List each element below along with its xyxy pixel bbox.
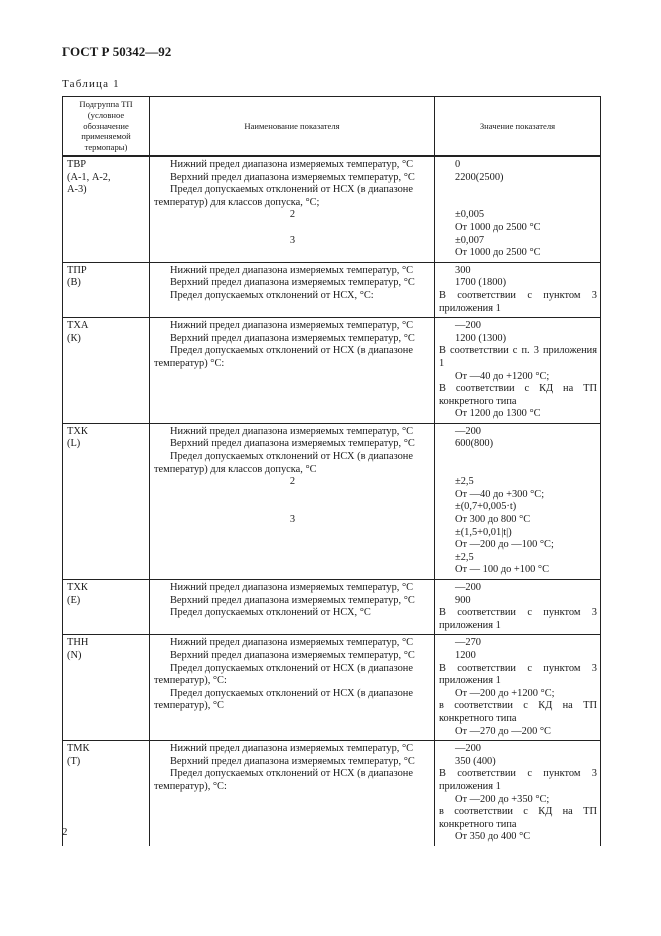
spacer xyxy=(154,222,431,235)
group-label-line: ТХК xyxy=(67,582,88,593)
parameter-value-line: От 1200 до 1300 °С xyxy=(455,408,541,420)
group-label-line: (Е) xyxy=(67,594,81,606)
group-label-line: ТХА xyxy=(67,320,89,332)
parameter-value-line: В соответствии с пунктом 3 приложения 1 xyxy=(439,662,597,687)
cell-parameter-name xyxy=(150,262,435,317)
column-header-value: Значение показателя xyxy=(435,97,601,157)
parameter-value-line: В соответствии с пунктом 3 приложения 1 xyxy=(439,289,597,314)
group-label-line: А-3) xyxy=(67,184,87,196)
page-number: 2 xyxy=(62,826,68,838)
group-label-line: (В) xyxy=(67,277,81,289)
cell-group xyxy=(63,635,150,741)
table-row xyxy=(63,318,601,424)
parameter-name-line: Верхний предел диапазона измеряемых температур, °С xyxy=(170,594,415,606)
parameter-value-line: В соответствии с пунктом 3 приложения 1 xyxy=(439,768,597,792)
parameter-name-line: Нижний предел диапазона измеряемых температур, °С xyxy=(170,637,414,649)
cell-parameter-name xyxy=(150,741,435,846)
parameter-value-line: 300 xyxy=(455,264,471,276)
parameter-value-line: От —200 до —100 °С; xyxy=(455,539,554,551)
parameter-value-line: —200 xyxy=(455,425,481,437)
parameter-value-line: ±0,007 xyxy=(455,234,485,246)
parameter-name-line: 2 xyxy=(289,476,296,488)
parameter-value-line: От —200 до +1200 °С; xyxy=(455,687,555,699)
parameter-value-line: В соответствии с КД на ТП конкретного типа xyxy=(439,383,597,407)
parameter-name-line: Нижний предел диапазона измеряемых температур, °С xyxy=(170,264,414,276)
cell-parameter-value xyxy=(435,262,601,317)
parameter-value-line: 2200(2500) xyxy=(455,171,504,183)
parameter-name-line: Верхний предел диапазона измеряемых температур, °С xyxy=(170,171,415,183)
parameter-value-line: в соответствии с КД на ТП конкретного типа xyxy=(439,700,597,724)
parameter-value-line: В соответствии с п. 3 приложения 1 xyxy=(439,345,597,369)
group-label-line: (А-1, А-2, xyxy=(67,171,111,183)
parameter-name-line: 3 xyxy=(289,234,296,246)
parameter-name-line: 3 xyxy=(289,514,296,526)
parameter-value-line: ±2,5 xyxy=(455,476,474,488)
parameter-value-line: ±0,005 xyxy=(455,209,485,221)
parameter-value-line: ±2,5 xyxy=(455,551,474,563)
table-title: Таблица 1 xyxy=(62,78,120,90)
parameter-name-line: Предел допускаемых отклонений от НСХ (в диапазоне температур), °С: xyxy=(154,662,413,687)
parameter-name-line: Предел допускаемых отклонений от НСХ (в диапазоне температур) для классов допуска, °С; xyxy=(154,184,413,208)
cell-parameter-value xyxy=(435,318,601,424)
group-label-line: (N) xyxy=(67,649,82,661)
parameters-table xyxy=(62,96,601,846)
parameter-name-line: Нижний предел диапазона измеряемых температур, °С xyxy=(170,320,414,332)
cell-parameter-value xyxy=(435,635,601,741)
parameter-value-line: От 300 до 800 °С xyxy=(455,514,531,526)
parameter-value-line: 1200 xyxy=(455,649,476,661)
parameter-value-line: От —40 до +300 °С; xyxy=(455,488,545,500)
spacer xyxy=(439,451,597,464)
parameter-value-line: —200 xyxy=(455,582,481,593)
parameter-value-line: От —40 до +1200 °С; xyxy=(455,370,550,382)
parameter-value-line: 600(800) xyxy=(455,438,494,450)
parameter-name-line: Предел допускаемых отклонений от НСХ, °С xyxy=(170,607,371,619)
parameter-name-line: Нижний предел диапазона измеряемых температур, °С xyxy=(170,743,414,755)
cell-group xyxy=(63,262,150,317)
group-label-line: ТНН xyxy=(67,637,89,649)
parameter-value-line: От 1000 до 2500 °С xyxy=(455,221,541,233)
spacer xyxy=(154,489,431,502)
spacer xyxy=(154,501,431,514)
group-label-line: (L) xyxy=(67,438,81,450)
parameter-value-line: ±(0,7+0,005·t) xyxy=(455,501,517,513)
parameter-value-line: —200 xyxy=(455,320,481,332)
cell-group xyxy=(63,741,150,846)
cell-group xyxy=(63,318,150,424)
column-header-group: Подгруппа ТП (условное обозначение применяемой термопары) xyxy=(63,97,150,157)
parameter-value-line: —270 xyxy=(455,637,481,649)
cell-parameter-name xyxy=(150,156,435,262)
parameter-name-line: Предел допускаемых отклонений от НСХ (в диапазоне температур) °С: xyxy=(154,345,413,369)
cell-group xyxy=(63,423,150,579)
parameter-name-line: Нижний предел диапазона измеряемых температур, °С xyxy=(170,159,414,170)
table-row xyxy=(63,580,601,635)
column-header-name: Наименование показателя xyxy=(150,97,435,157)
parameter-name-line: Предел допускаемых отклонений от НСХ (в диапазоне температур), °С xyxy=(154,687,413,712)
cell-parameter-value xyxy=(435,741,601,846)
table-row xyxy=(63,635,601,741)
parameter-name-line: Верхний предел диапазона измеряемых температур, °С xyxy=(170,277,415,289)
parameter-name-line: Верхний предел диапазона измеряемых температур, °С xyxy=(170,438,415,450)
spacer xyxy=(439,464,597,477)
parameter-name-line: Верхний предел диапазона измеряемых температур, °С xyxy=(170,755,415,767)
parameter-name-line: Нижний предел диапазона измеряемых температур, °С xyxy=(170,582,414,593)
cell-parameter-value xyxy=(435,580,601,635)
parameter-value-line: 1700 (1800) xyxy=(455,277,507,289)
group-label-line: ТПР xyxy=(67,264,87,276)
table-row xyxy=(63,741,601,846)
parameter-name-line: Предел допускаемых отклонений от НСХ (в диапазоне температур) для классов допуска, °С xyxy=(154,451,413,475)
parameter-name-line: Нижний предел диапазона измеряемых температур, °С xyxy=(170,425,414,437)
cell-group xyxy=(63,156,150,262)
group-label-line: ТХК xyxy=(67,425,88,437)
group-label-line: (Т) xyxy=(67,755,81,767)
parameter-value-line: 0 xyxy=(455,159,461,170)
cell-group xyxy=(63,580,150,635)
document-standard-id: ГОСТ Р 50342—92 xyxy=(62,44,172,59)
parameter-name-line: Предел допускаемых отклонений от НСХ, °С: xyxy=(170,289,374,301)
table-header-row xyxy=(63,97,601,157)
parameter-name-line: 2 xyxy=(289,209,296,221)
parameter-value-line: От —200 до +350 °С; xyxy=(455,793,550,805)
cell-parameter-value xyxy=(435,423,601,579)
cell-parameter-name xyxy=(150,423,435,579)
cell-parameter-name xyxy=(150,580,435,635)
parameter-value-line: От —270 до —200 °С xyxy=(455,725,551,737)
parameter-value-line: в соответствии с КД на ТП конкретного типа xyxy=(439,806,597,830)
table-row xyxy=(63,262,601,317)
parameter-value-line: От 1000 до 2500 °С xyxy=(455,247,541,259)
group-label-line: (К) xyxy=(67,332,81,344)
parameter-value-line: —200 xyxy=(455,743,481,755)
spacer xyxy=(439,184,597,197)
group-label-line: ТМК xyxy=(67,743,90,755)
group-label-line: ТВР xyxy=(67,159,87,170)
parameter-name-line: Верхний предел диапазона измеряемых температур, °С xyxy=(170,649,415,661)
parameter-value-line: 350 (400) xyxy=(455,755,496,767)
parameter-value-line: ±(1,5+0,01|t|) xyxy=(455,526,512,538)
table-row xyxy=(63,423,601,579)
cell-parameter-name xyxy=(150,635,435,741)
cell-parameter-name xyxy=(150,318,435,424)
parameter-value-line: 900 xyxy=(455,594,471,606)
parameter-value-line: От — 100 до +100 °С xyxy=(455,564,550,576)
parameter-name-line: Верхний предел диапазона измеряемых температур, °С xyxy=(170,332,415,344)
parameter-name-line: Предел допускаемых отклонений от НСХ (в диапазоне температур), °С: xyxy=(154,768,413,792)
cell-parameter-value xyxy=(435,156,601,262)
table-row xyxy=(63,156,601,262)
parameter-value-line: В соответствии с пунктом 3 приложения 1 xyxy=(439,607,597,631)
spacer xyxy=(439,197,597,210)
parameter-value-line: 1200 (1300) xyxy=(455,332,507,344)
parameter-value-line: От 350 до 400 °С xyxy=(455,831,531,843)
